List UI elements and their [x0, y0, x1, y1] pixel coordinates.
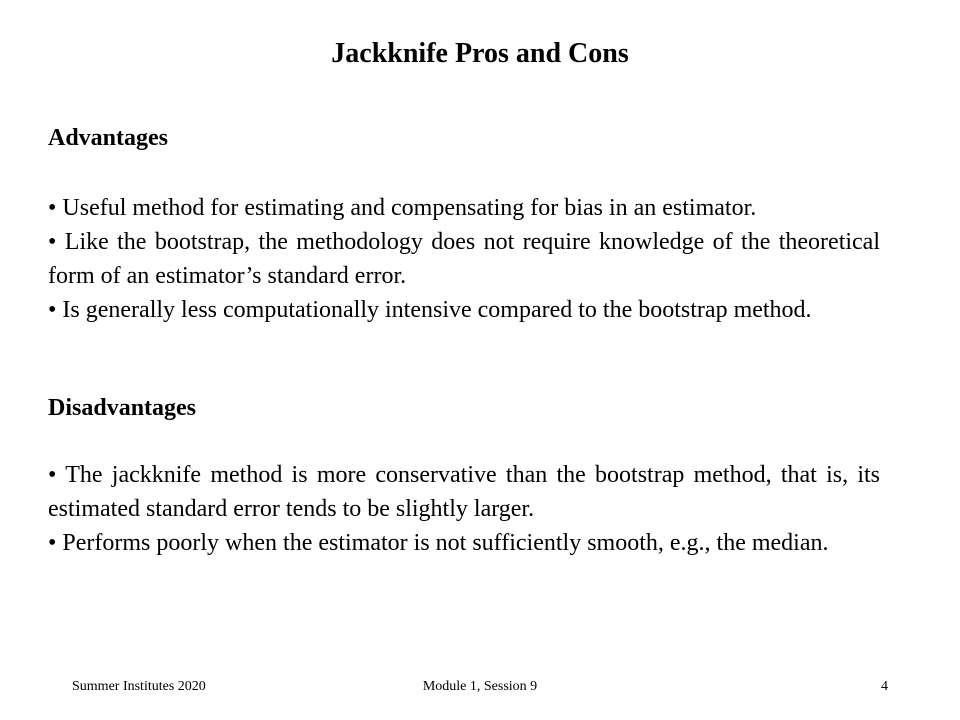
advantages-item	[48, 293, 880, 327]
disadvantages-list	[48, 458, 880, 560]
disadvantages-item-text: Performs poorly when the estimator is not sufficiently smooth, e.g., the median.	[62, 530, 829, 556]
disadvantages-item	[48, 526, 880, 560]
advantages-list	[48, 191, 880, 327]
bullet-icon: •	[48, 462, 57, 488]
footer-center-text: Module 1, Session 9	[422, 679, 538, 694]
page-number: 4	[881, 679, 888, 694]
footer-left-text: Summer Institutes 2020	[72, 679, 206, 694]
bullet-icon: •	[48, 229, 57, 255]
advantages-item-text: Is generally less computationally intensive compared to the bootstrap method.	[62, 297, 812, 323]
disadvantages-item	[48, 458, 880, 526]
slide-title: Jackknife Pros and Cons	[331, 38, 629, 69]
advantages-item-text: Like the bootstrap, the methodology does not require knowledge of the theoretical form of an estimator’s standard error.	[48, 229, 880, 289]
bullet-icon: •	[48, 297, 57, 323]
advantages-heading: Advantages	[48, 125, 169, 151]
bullet-icon: •	[48, 195, 57, 221]
advantages-item	[48, 225, 880, 293]
disadvantages-item-text: The jackknife method is more conservative than the bootstrap method, that is, its estimated standard error tends to be slightly larger.	[48, 462, 880, 522]
advantages-item-text: Useful method for estimating and compensating for bias in an estimator.	[62, 195, 757, 221]
advantages-item	[48, 191, 880, 225]
disadvantages-heading: Disadvantages	[48, 395, 197, 421]
bullet-icon: •	[48, 530, 57, 556]
